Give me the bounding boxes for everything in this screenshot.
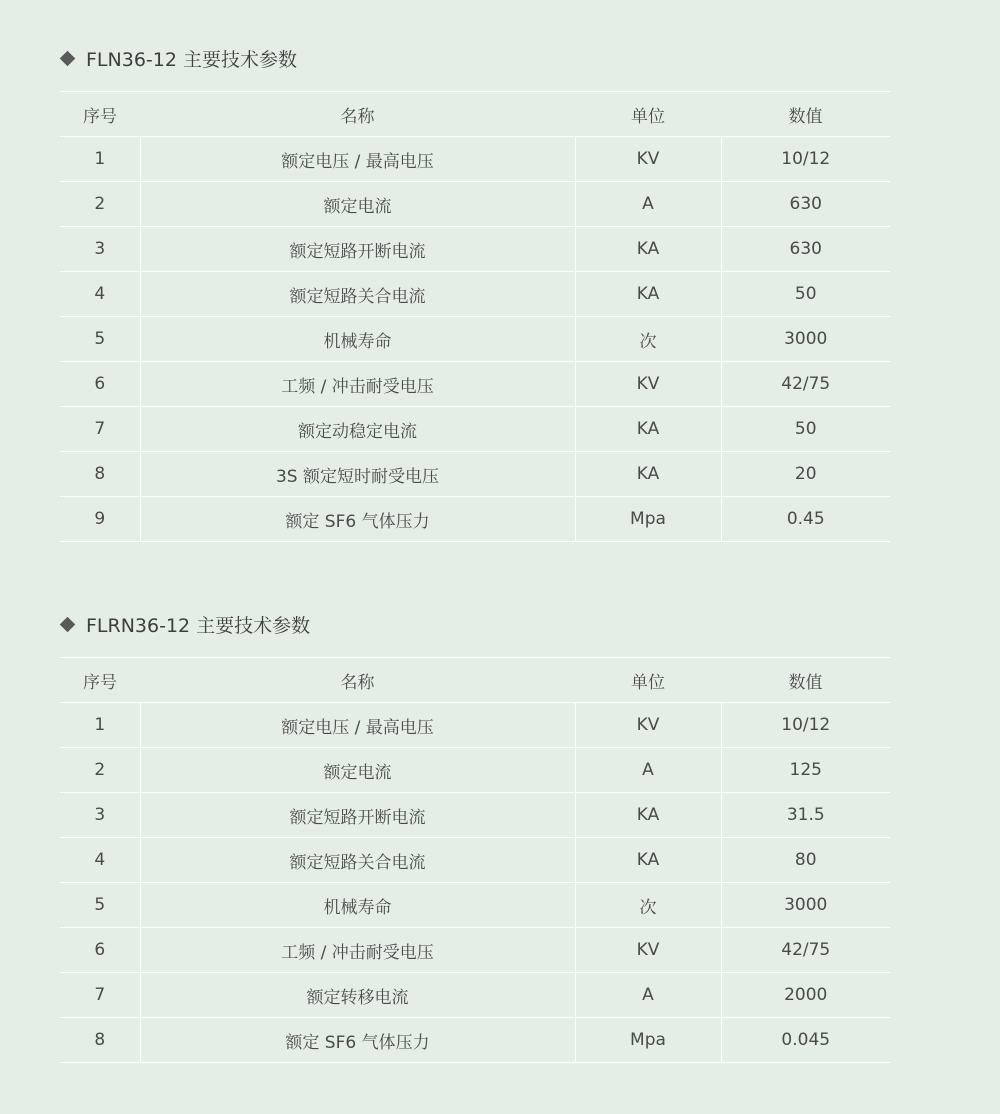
- cell-value: 31.5: [721, 793, 890, 838]
- cell-index: 8: [60, 452, 140, 497]
- table-row: [60, 362, 890, 407]
- cell-name: 额定 SF6 气体压力: [140, 497, 575, 542]
- header-index: 序号: [60, 658, 140, 703]
- cell-unit: KA: [575, 272, 721, 317]
- cell-index: 5: [60, 883, 140, 928]
- diamond-bullet-icon: [60, 50, 76, 66]
- cell-value: 50: [721, 272, 890, 317]
- cell-value: 125: [721, 748, 890, 793]
- header-name: 名称: [140, 92, 575, 137]
- cell-unit: KA: [575, 793, 721, 838]
- table-header-row: [60, 658, 890, 703]
- cell-unit: KV: [575, 362, 721, 407]
- cell-name: 额定 SF6 气体压力: [140, 1018, 575, 1063]
- cell-unit: KA: [575, 227, 721, 272]
- cell-index: 1: [60, 703, 140, 748]
- cell-index: 6: [60, 362, 140, 407]
- table-row: [60, 407, 890, 452]
- cell-unit: Mpa: [575, 1018, 721, 1063]
- cell-name: 工频 / 冲击耐受电压: [140, 928, 575, 973]
- cell-unit: A: [575, 748, 721, 793]
- cell-value: 10/12: [721, 137, 890, 182]
- cell-name: 额定电压 / 最高电压: [140, 703, 575, 748]
- cell-name: 额定短路关合电流: [140, 838, 575, 883]
- cell-index: 5: [60, 317, 140, 362]
- section-title-text: FLN36-12 主要技术参数: [86, 48, 297, 71]
- table-row: [60, 1018, 890, 1063]
- cell-value: 10/12: [721, 703, 890, 748]
- cell-unit: KA: [575, 452, 721, 497]
- table-row: [60, 973, 890, 1018]
- section-title: [60, 608, 890, 640]
- table-row: [60, 793, 890, 838]
- table-row: [60, 928, 890, 973]
- table-row: [60, 452, 890, 497]
- header-unit: 单位: [575, 92, 721, 137]
- cell-name: 额定动稳定电流: [140, 407, 575, 452]
- cell-index: 7: [60, 973, 140, 1018]
- cell-value: 0.045: [721, 1018, 890, 1063]
- table-row: [60, 838, 890, 883]
- cell-value: 3000: [721, 883, 890, 928]
- spec-table: [60, 657, 890, 1063]
- cell-index: 2: [60, 182, 140, 227]
- cell-value: 42/75: [721, 928, 890, 973]
- cell-value: 80: [721, 838, 890, 883]
- cell-index: 9: [60, 497, 140, 542]
- cell-name: 额定短路开断电流: [140, 227, 575, 272]
- cell-unit: A: [575, 973, 721, 1018]
- cell-unit: A: [575, 182, 721, 227]
- cell-name: 额定电压 / 最高电压: [140, 137, 575, 182]
- cell-name: 3S 额定短时耐受电压: [140, 452, 575, 497]
- cell-name: 额定转移电流: [140, 973, 575, 1018]
- table-row: [60, 317, 890, 362]
- cell-unit: KA: [575, 407, 721, 452]
- cell-unit: KV: [575, 137, 721, 182]
- section-title-text: FLRN36-12 主要技术参数: [86, 614, 311, 637]
- cell-name: 工频 / 冲击耐受电压: [140, 362, 575, 407]
- cell-unit: Mpa: [575, 497, 721, 542]
- header-name: 名称: [140, 658, 575, 703]
- cell-unit: 次: [575, 883, 721, 928]
- cell-value: 630: [721, 227, 890, 272]
- cell-index: 1: [60, 137, 140, 182]
- table-row: [60, 227, 890, 272]
- diamond-bullet-icon: [60, 616, 76, 632]
- cell-name: 机械寿命: [140, 317, 575, 362]
- cell-value: 630: [721, 182, 890, 227]
- table-row: [60, 748, 890, 793]
- header-value: 数值: [721, 92, 890, 137]
- table-row: [60, 182, 890, 227]
- cell-value: 20: [721, 452, 890, 497]
- cell-value: 2000: [721, 973, 890, 1018]
- flrn36-12-section: [60, 608, 890, 1063]
- cell-index: 8: [60, 1018, 140, 1063]
- cell-index: 4: [60, 838, 140, 883]
- header-index: 序号: [60, 92, 140, 137]
- cell-index: 7: [60, 407, 140, 452]
- section-title: [60, 42, 890, 74]
- cell-name: 额定短路关合电流: [140, 272, 575, 317]
- cell-unit: KA: [575, 838, 721, 883]
- table-row: [60, 137, 890, 182]
- table-header-row: [60, 92, 890, 137]
- cell-index: 3: [60, 227, 140, 272]
- cell-index: 2: [60, 748, 140, 793]
- table-row: [60, 497, 890, 542]
- table-row: [60, 703, 890, 748]
- cell-index: 4: [60, 272, 140, 317]
- cell-unit: 次: [575, 317, 721, 362]
- cell-index: 3: [60, 793, 140, 838]
- header-value: 数值: [721, 658, 890, 703]
- cell-name: 机械寿命: [140, 883, 575, 928]
- cell-name: 额定电流: [140, 182, 575, 227]
- cell-unit: KV: [575, 928, 721, 973]
- spec-table: [60, 91, 890, 542]
- cell-name: 额定电流: [140, 748, 575, 793]
- cell-index: 6: [60, 928, 140, 973]
- cell-value: 0.45: [721, 497, 890, 542]
- cell-value: 3000: [721, 317, 890, 362]
- cell-value: 50: [721, 407, 890, 452]
- header-unit: 单位: [575, 658, 721, 703]
- fln36-12-section: [60, 42, 890, 542]
- table-row: [60, 272, 890, 317]
- table-row: [60, 883, 890, 928]
- cell-value: 42/75: [721, 362, 890, 407]
- cell-unit: KV: [575, 703, 721, 748]
- cell-name: 额定短路开断电流: [140, 793, 575, 838]
